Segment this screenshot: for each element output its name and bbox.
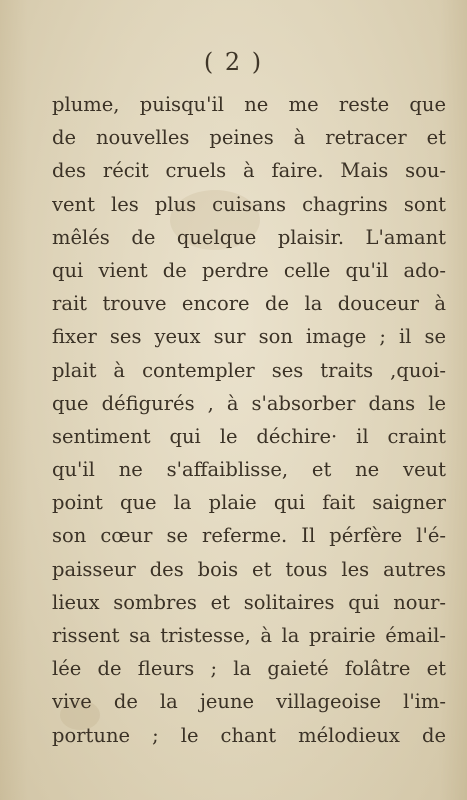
text-line: sentiment qui le déchire· il craint <box>52 424 446 448</box>
text-line: que défigurés , à s'absorber dans le <box>52 391 446 415</box>
text-line: de nouvelles peines à retracer et <box>52 126 446 150</box>
text-line: vive de la jeune villageoise l'im- <box>52 690 446 714</box>
text-line: plait à contempler ses traits ,quoi- <box>52 358 446 382</box>
text-line: paisseur des bois et tous les autres <box>52 557 446 581</box>
text-line: fixer ses yeux sur son image ; il se <box>52 325 446 349</box>
text-line: vent les plus cuisans chagrins sont <box>52 192 446 216</box>
body-text <box>52 88 446 752</box>
text-line: son cœur se referme. Il pérfère l'é- <box>52 524 446 548</box>
text-line: qui vient de perdre celle qu'il ado- <box>52 258 446 282</box>
text-line: portune ; le chant mélodieux de <box>52 723 446 747</box>
page-number: ( 2 ) <box>203 48 264 76</box>
text-line: point que la plaie qui fait saigner <box>52 491 446 515</box>
text-line: plume, puisqu'il ne me reste que <box>52 93 446 116</box>
text-line: qu'il ne s'affaiblisse, et ne veut <box>52 458 446 482</box>
text-line: rissent sa tristesse, à la prairie émail- <box>52 624 446 647</box>
text-line: mêlés de quelque plaisir. L'amant <box>52 225 446 249</box>
text-line: lée de fleurs ; la gaieté folâtre et <box>52 657 446 681</box>
text-line: rait trouve encore de la douceur à <box>52 292 446 316</box>
text-line: lieux sombres et solitaires qui nour- <box>52 590 446 614</box>
text-line: des récit cruels à faire. Mais sou- <box>52 159 446 183</box>
